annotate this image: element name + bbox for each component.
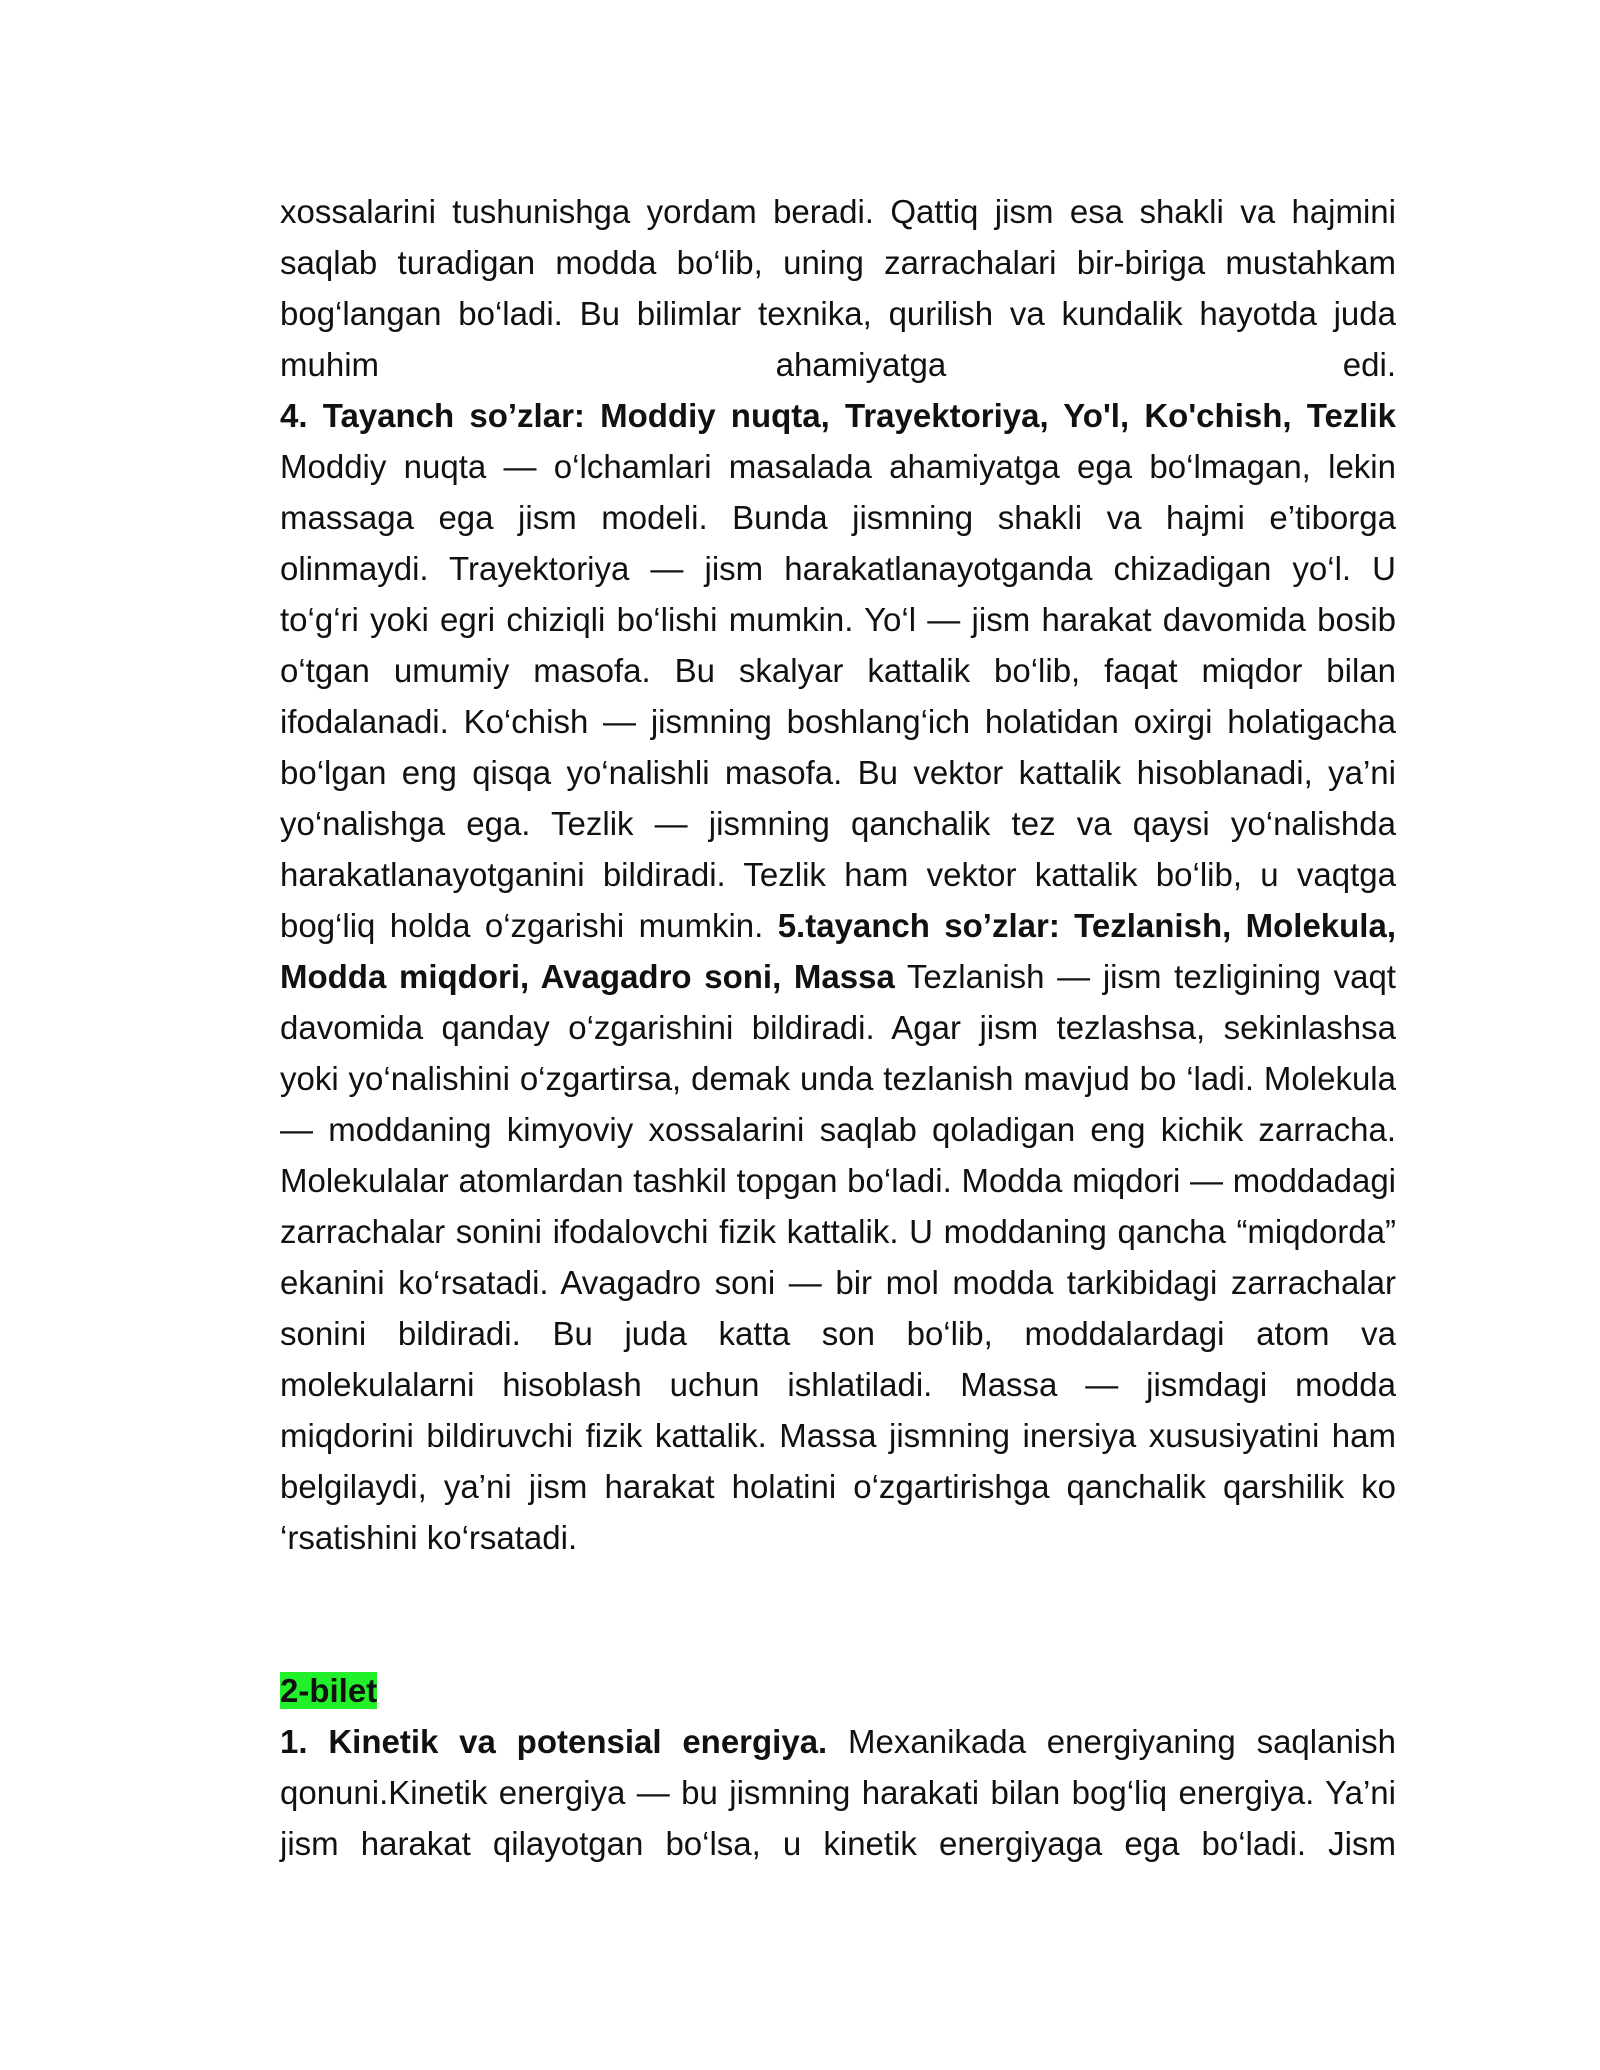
blank-line — [280, 1563, 1396, 1614]
paragraph-text: Mexanikada energiyaning saqlanish qonuni.Kinetik energiya — bu jismning harakati bilan bog‘liq energiya. Ya’ni jism harakat qilayotgan bo‘lsa, u kinetik energiyaga ega bo‘ladi. Jism — [280, 1723, 1396, 1862]
section-heading-5: 5.tayanch so’zlar: Tezlanish, Molekula, Modda miqdori, Avagadro soni, Massa — [280, 907, 1396, 995]
paragraph-text: xossalarini tushunishga yordam beradi. Qattiq jism esa shakli va hajmini saqlab turadigan modda bo‘lib, uning zarrachalari bir-biriga mustahkam bog‘langan bo‘ladi. Bu bilimlar texnika, qurilish va kundalik hayotda juda muhim ahamiyatga edi. — [280, 193, 1396, 383]
paragraph-text: Tezlanish — jism tezligining vaqt davomida qanday o‘zgarishini bildiradi. Agar jism tezlashsa, sekinlashsa yoki yo‘nalishini o‘zgartirsa, demak unda tezlanish mavjud bo ‘ladi. Molekula — moddaning kimyoviy xossalarini saqlab qoladigan eng kichik zarracha. Molekulalar atomlardan tashkil topgan bo‘ladi. Modda miqdori — moddadagi zarrachalar sonini ifodalovchi fizik kattalik. U moddaning qancha “miqdorda” ekanini ko‘rsatadi. Avagadro soni — bir mol modda tarkibidagi zarrachalar sonini bildiradi. Bu juda katta son bo‘lib, moddalardagi atom va molekulalarni hisoblash uchun ishlatiladi. Massa — jismdagi modda miqdorini bildiruvchi fizik kattalik. Massa jismning inersiya xususiyatini ham belgilaydi, ya’ni jism harakat holatini o‘zgartirishga qanchalik qarshilik ko ‘rsatishini ko‘rsatadi. — [280, 958, 1396, 1556]
document-page — [280, 186, 1396, 1869]
ticket-label-highlight: 2-bilet — [280, 1672, 378, 1709]
section-heading-4: 4. Tayanch so’zlar: Moddiy nuqta, Trayektoriya, Yo'l, Ko'chish, Tezlik — [280, 397, 1396, 434]
ticket-heading — [280, 1665, 1396, 1716]
paragraph-kinetic-energy — [280, 1716, 1396, 1869]
paragraph-text: Moddiy nuqta — o‘lchamlari masalada ahamiyatga ega bo‘lmagan, lekin massaga ega jism modeli. Bunda jismning shakli va hajmi e’tiborga olinmaydi. Trayektoriya — jism harakatlanayotganda chizadigan yo‘l. U to‘g‘ri yoki egri chiziqli bo‘lishi mumkin. Yo‘l — jism harakat davomida bosib o‘tgan umumiy masofa. Bu skalyar kattalik bo‘lib, faqat miqdor bilan ifodalanadi. Ko‘chish — jismning boshlang‘ich holatidan oxirgi holatigacha bo‘lgan eng qisqa yo‘nalishli masofa. Bu vektor kattalik hisoblanadi, ya’ni yo‘nalishga ega. Tezlik — jismning qanchalik tez va qaysi yo‘nalishda harakatlanayotganini bildiradi. Tezlik ham vektor kattalik bo‘lib, u vaqtga bog‘liq holda o‘zgarishi mumkin. — [280, 448, 1396, 944]
paragraph-solid-body — [280, 186, 1396, 390]
section-heading-1: 1. Kinetik va potensial energiya. — [280, 1723, 828, 1760]
paragraph-key-terms-4-5 — [280, 390, 1396, 1563]
